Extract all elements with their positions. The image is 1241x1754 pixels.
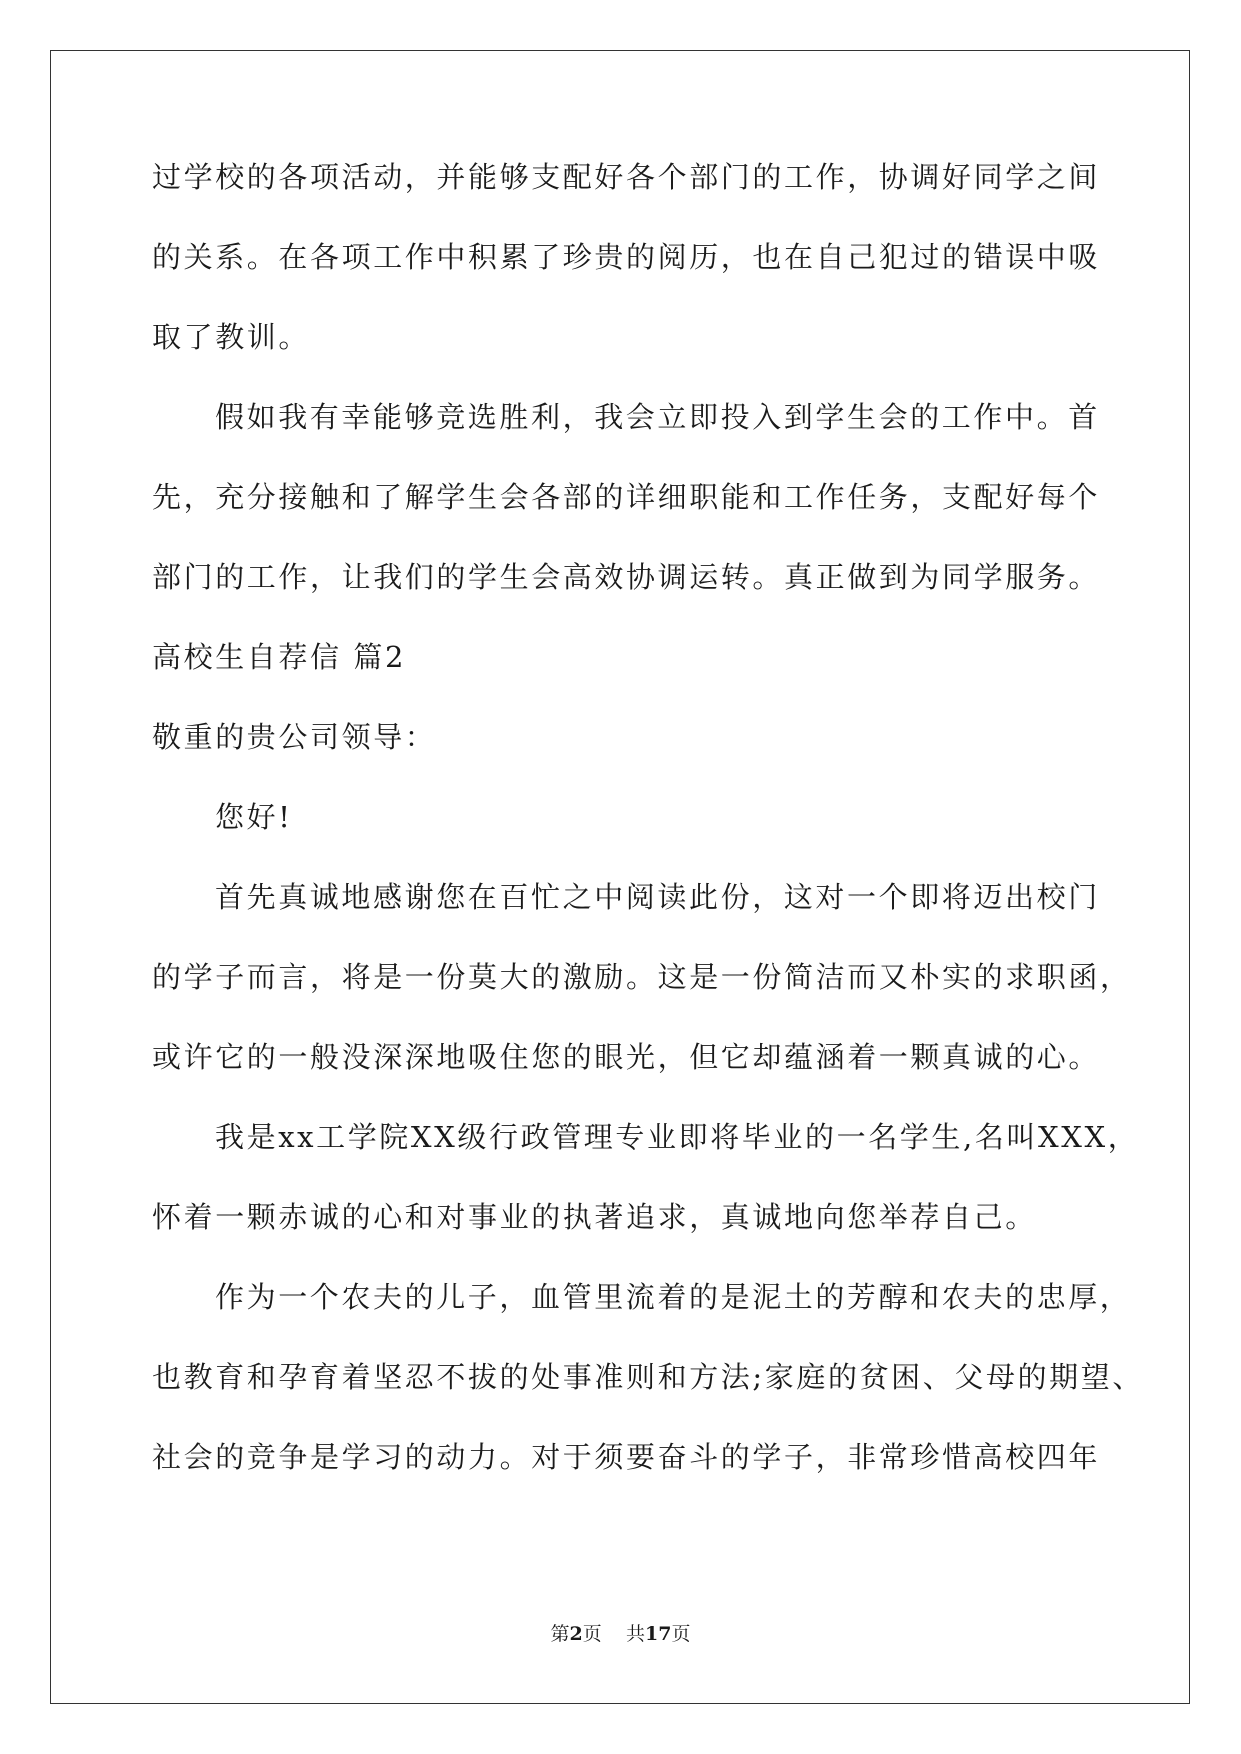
text-line: 的学子而言，将是一份莫大的激励。这是一份简洁而又朴实的求职函， — [152, 960, 1132, 994]
text-line: 敬重的贵公司领导： — [152, 720, 437, 754]
text-line: 过学校的各项活动，并能够支配好各个部门的工作，协调好同学之间 — [152, 160, 1101, 194]
footer-page-suffix: 页 — [582, 1623, 602, 1645]
text-line: 首先真诚地感谢您在百忙之中阅读此份，这对一个即将迈出校门 — [215, 880, 1100, 914]
text-line: 您好! — [215, 800, 293, 834]
text-line: 假如我有幸能够竞选胜利，我会立即投入到学生会的工作中。首 — [215, 400, 1100, 434]
footer-total-pages: 17 — [644, 1623, 672, 1645]
text-line: 也教育和孕育着坚忍不拔的处事准则和方法;家庭的贫困、父母的期望、 — [152, 1360, 1144, 1394]
text-line: 或许它的一般没深深地吸住您的眼光，但它却蕴涵着一颗真诚的心。 — [152, 1040, 1101, 1074]
text-line: 部门的工作，让我们的学生会高效协调运转。真正做到为同学服务。 — [152, 560, 1101, 594]
text-line: 高校生自荐信 篇2 — [152, 640, 407, 674]
text-line: 怀着一颗赤诚的心和对事业的执著追求，真诚地向您举荐自己。 — [152, 1200, 1037, 1234]
page-footer — [0, 1622, 1241, 1646]
text-line: 我是xx工学院XX级行政管理专业即将毕业的一名学生,名叫XXX， — [215, 1120, 1140, 1154]
text-line: 社会的竞争是学习的动力。对于须要奋斗的学子，非常珍惜高校四年 — [152, 1440, 1101, 1474]
text-line: 作为一个农夫的儿子，血管里流着的是泥土的芳醇和农夫的忠厚， — [215, 1280, 1132, 1314]
text-line: 的关系。在各项工作中积累了珍贵的阅历，也在自己犯过的错误中吸 — [152, 240, 1101, 274]
footer-page-prefix: 第 — [550, 1623, 570, 1645]
document-body — [152, 160, 1144, 1520]
text-line: 取了教训。 — [152, 320, 311, 354]
footer-total-prefix: 共 — [625, 1623, 645, 1645]
footer-page-number: 2 — [569, 1623, 583, 1645]
text-line: 先，充分接触和了解学生会各部的详细职能和工作任务，支配好每个 — [152, 480, 1101, 514]
footer-total-suffix: 页 — [671, 1623, 691, 1645]
